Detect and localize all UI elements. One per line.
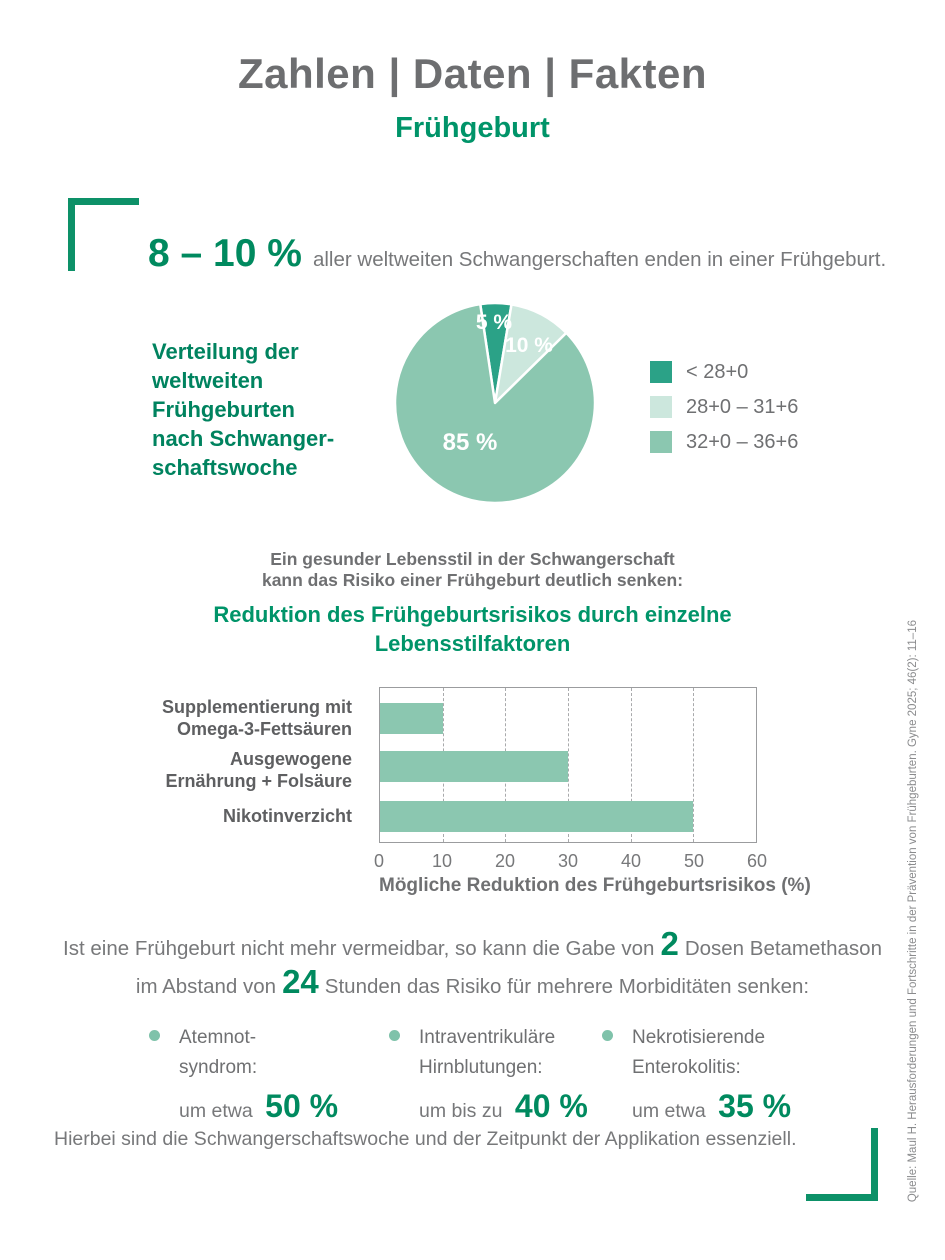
bar-category-label: Nikotinverzicht: [222, 806, 352, 826]
pie-heading-line: Verteilung der: [152, 339, 299, 364]
legend-swatch-icon: [650, 431, 672, 453]
beta-number-2: 2: [660, 925, 679, 962]
lead-line: Ein gesunder Lebensstil in der Schwangerschaft: [270, 549, 675, 569]
lifestyle-lead-text: [0, 549, 945, 591]
pie-slice-label-5: 5 %: [475, 311, 513, 334]
bar-omega3: [380, 703, 443, 734]
x-tick: 10: [431, 851, 453, 871]
morbidity-value: 50 %: [265, 1088, 339, 1124]
intro-statistic: [148, 232, 886, 276]
legend-swatch-icon: [650, 396, 672, 418]
corner-bracket-top-left: [68, 198, 139, 271]
morbidity-value: 40 %: [514, 1088, 588, 1124]
pie-heading-line: weltweiten: [152, 368, 264, 393]
pie-legend: [650, 361, 798, 466]
bar-chart-heading: [0, 600, 945, 658]
x-tick: 40: [620, 851, 642, 871]
x-axis-label: Mögliche Reduktion des Frühgeburtsrisikos (%): [379, 875, 811, 896]
legend-label: 32+0 – 36+6: [686, 430, 799, 453]
legend-label: 28+0 – 31+6: [686, 395, 799, 418]
legend-item: [650, 431, 798, 453]
gridline: [693, 688, 694, 842]
x-tick: 0: [373, 851, 385, 871]
pie-slice-label-10: 10 %: [505, 334, 553, 357]
bar-nicotine: [380, 801, 693, 832]
morbidity-item-hirnblutungen: Intraventrikuläre Hirnblutungen: um bis zu 40 %: [389, 1023, 588, 1125]
pie-slice-label-85: 85 %: [442, 429, 498, 456]
bar-nutrition: [380, 751, 568, 782]
intro-stat-value: 8 – 10 %: [148, 232, 302, 275]
bullet-dot-icon: [149, 1030, 160, 1041]
footer-note: Hierbei sind die Schwangerschaftswoche und der Zeitpunkt der Applikation essenziell.: [53, 1128, 797, 1150]
bar-chart-plot-area: [379, 687, 757, 843]
page-title: Zahlen | Daten | Fakten: [237, 50, 708, 97]
x-tick: 30: [557, 851, 579, 871]
x-tick: 20: [494, 851, 515, 871]
bar-category-label: Ausgewogene Ernährung + Folsäure: [165, 749, 352, 791]
bar-heading-line: Lebensstilfaktoren: [374, 631, 571, 656]
source-citation: Quelle: Maul H. Herausforderungen und Fortschritte in der Prävention von Frühgeburten. Gyne 2025; 46(2): 11–16: [907, 619, 919, 1202]
pie-heading-line: schaftswoche: [152, 455, 298, 480]
x-axis-ticks: [373, 851, 768, 871]
legend-item: [650, 396, 798, 418]
bar-heading-line: Reduktion des Frühgeburtsrisikos durch einzelne: [213, 602, 732, 627]
morbidity-value: 35 %: [718, 1088, 792, 1124]
lead-line: kann das Risiko einer Frühgeburt deutlich senken:: [261, 570, 684, 590]
beta-line-1: Ist eine Frühgeburt nicht mehr vermeidbar, so kann die Gabe von 2 Dosen Betamethason: [63, 925, 882, 962]
intro-stat-text: aller weltweiten Schwangerschaften enden in einer Frühgeburt.: [312, 248, 887, 271]
legend-label: < 28+0: [686, 360, 749, 383]
pie-heading-line: nach Schwanger-: [152, 426, 335, 451]
morbidity-item-atemnotsyndrom: Atemnot- syndrom: um etwa 50 %: [149, 1023, 338, 1125]
betamethason-text: [0, 927, 945, 1003]
beta-line-2: im Abstand von 24 Stunden das Risiko für mehrere Morbiditäten senken:: [135, 963, 810, 1000]
x-tick: 60: [746, 851, 768, 871]
morbidity-item-enterokolitis: Nekrotisierende Enterokolitis: um etwa 35 %: [602, 1023, 791, 1125]
x-tick: 50: [683, 851, 704, 871]
bullet-dot-icon: [389, 1030, 400, 1041]
pie-chart: [390, 300, 600, 510]
pie-chart-heading: [152, 337, 334, 482]
pie-heading-line: Frühgeburten: [152, 397, 295, 422]
corner-bracket-bottom-right: [806, 1128, 878, 1201]
beta-number-24: 24: [282, 963, 319, 1000]
legend-swatch-icon: [650, 361, 672, 383]
legend-item: [650, 361, 798, 383]
page-subtitle: Frühgeburt: [395, 112, 550, 144]
bullet-dot-icon: [602, 1030, 613, 1041]
bar-category-label: Supplementierung mit Omega-3-Fettsäuren: [161, 697, 352, 739]
